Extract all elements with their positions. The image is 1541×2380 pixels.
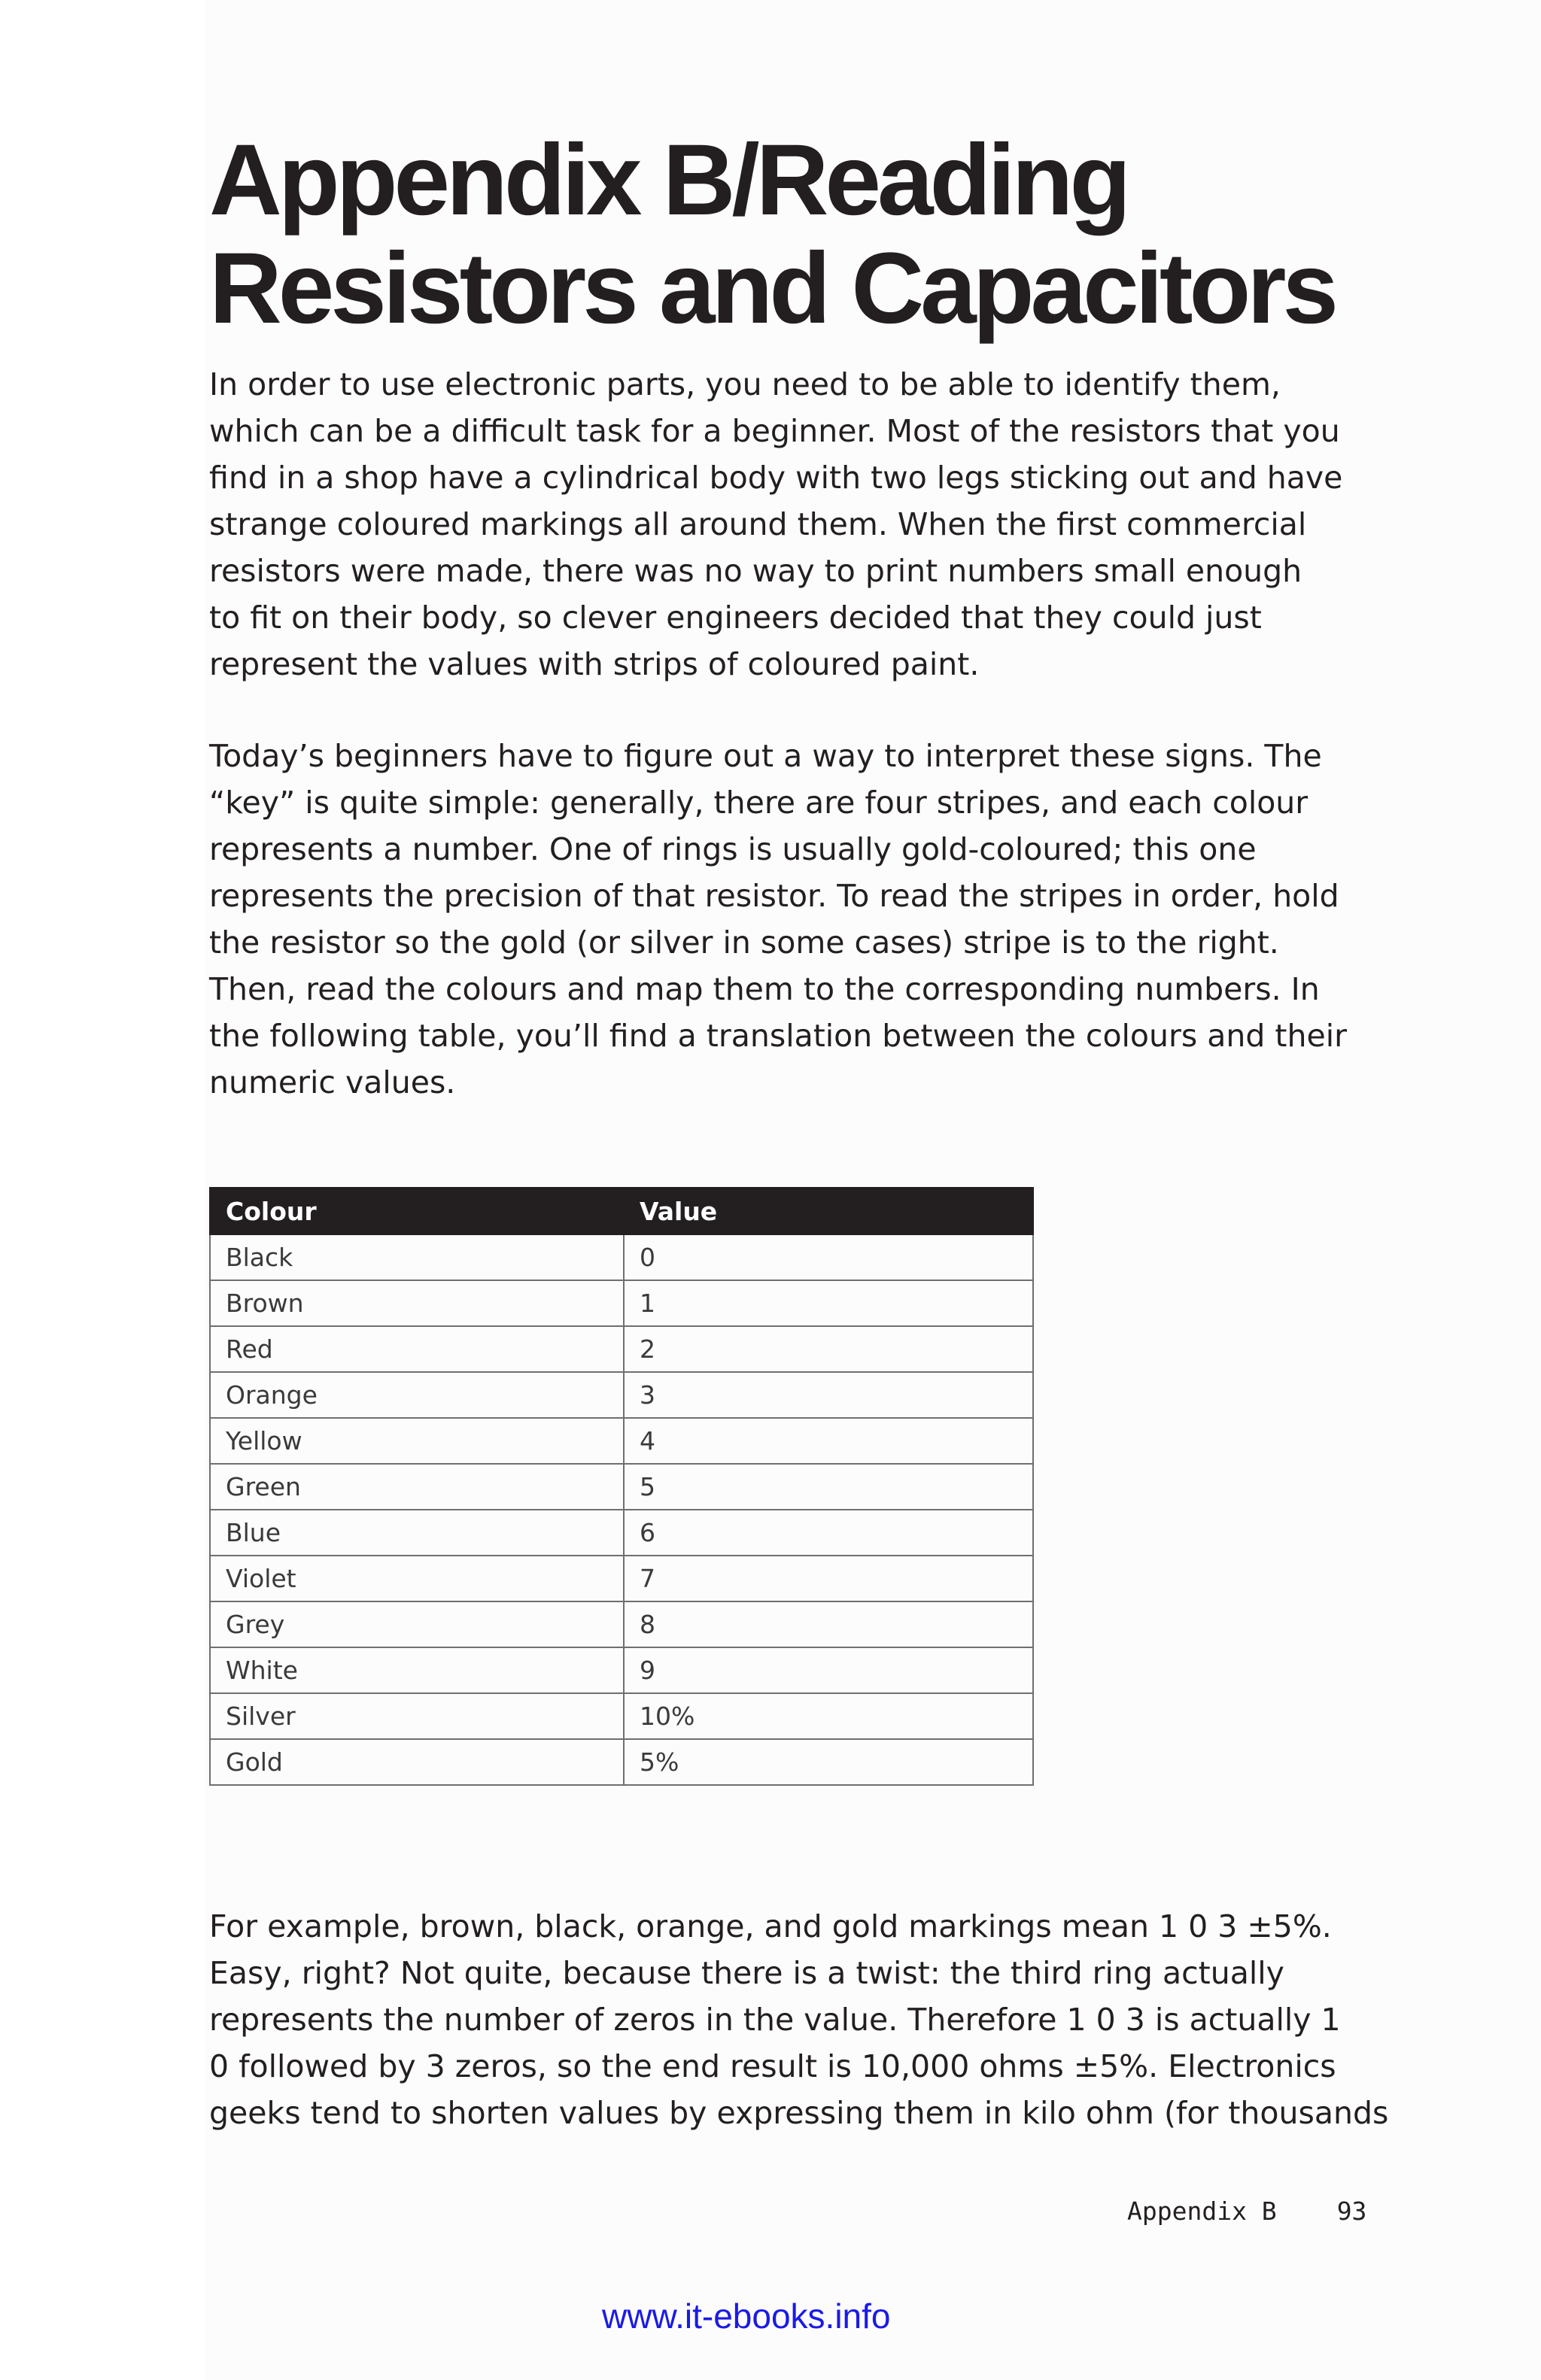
key-paragraph (209, 733, 1398, 1106)
text-line: represents the number of zeros in the value. Therefore 1 0 3 is actually 1 (209, 2002, 1341, 2038)
value-cell: 4 (624, 1418, 1033, 1464)
text-line: strange coloured markings all around them. When the first commercial (209, 506, 1307, 542)
colour-cell: Gold (210, 1739, 624, 1785)
value-cell: 8 (624, 1601, 1033, 1647)
value-cell: 3 (624, 1372, 1033, 1418)
text-line: geeks tend to shorten values by expressing them in kilo ohm (for thousands (209, 2095, 1389, 2131)
text-line: find in a shop have a cylindrical body with two legs sticking out and have (209, 460, 1343, 496)
colour-cell: Green (210, 1464, 624, 1510)
page-number: 93 (1336, 2196, 1367, 2226)
colour-cell: Grey (210, 1601, 624, 1647)
value-cell: 6 (624, 1510, 1033, 1556)
text-line: 0 followed by 3 zeros, so the end result is 10,000 ohms ±5%. Electronics (209, 2048, 1336, 2084)
colour-cell: Silver (210, 1693, 624, 1739)
colour-cell: Brown (210, 1280, 624, 1326)
table-row (210, 1739, 1033, 1785)
text-line: which can be a difficult task for a beginner. Most of the resistors that you (209, 413, 1340, 449)
value-cell: 2 (624, 1326, 1033, 1372)
colour-cell: Black (210, 1234, 624, 1280)
colour-cell: White (210, 1647, 624, 1693)
text-line: Easy, right? Not quite, because there is a twist: the third ring actually (209, 1955, 1284, 1991)
table-row (210, 1510, 1033, 1556)
text-line: resistors were made, there was no way to print numbers small enough (209, 553, 1302, 589)
watermark-link[interactable]: www.it-ebooks.info (602, 2297, 891, 2336)
table-row (210, 1693, 1033, 1739)
example-paragraph (209, 1903, 1398, 2136)
colour-cell: Blue (210, 1510, 624, 1556)
colour-cell: Red (210, 1326, 624, 1372)
text-line: represents a number. One of rings is usually gold-coloured; this one (209, 831, 1257, 867)
table-row (210, 1647, 1033, 1693)
table-row (210, 1372, 1033, 1418)
colour-value-table (209, 1187, 1034, 1786)
text-line: In order to use electronic parts, you need to be able to identify them, (209, 366, 1281, 402)
text-line: represent the values with strips of coloured paint. (209, 646, 980, 682)
colour-cell: Yellow (210, 1418, 624, 1464)
text-line: numeric values. (209, 1064, 456, 1100)
page-title (209, 126, 1413, 343)
table-row (210, 1556, 1033, 1601)
value-cell: 10% (624, 1693, 1033, 1739)
value-cell: 0 (624, 1234, 1033, 1280)
value-cell: 1 (624, 1280, 1033, 1326)
value-cell: 7 (624, 1556, 1033, 1601)
title-line: Resistors and Capacitors (209, 232, 1335, 345)
text-line: represents the precision of that resistor. To read the stripes in order, hold (209, 878, 1339, 914)
text-line: “key” is quite simple: generally, there are four stripes, and each colour (209, 785, 1308, 821)
text-line: the following table, you’ll find a translation between the colours and their (209, 1018, 1347, 1054)
footer-section-label: Appendix B (1127, 2196, 1277, 2226)
value-cell: 5 (624, 1464, 1033, 1510)
value-cell: 9 (624, 1647, 1033, 1693)
table-row (210, 1326, 1033, 1372)
text-line: For example, brown, black, orange, and gold markings mean 1 0 3 ±5%. (209, 1908, 1332, 1944)
table-header-row (210, 1188, 1033, 1234)
running-footer (1127, 2196, 1366, 2226)
value-cell: 5% (624, 1739, 1033, 1785)
table-row (210, 1418, 1033, 1464)
title-line: Appendix B/Reading (209, 124, 1128, 236)
intro-paragraph (209, 361, 1398, 688)
text-line: Today’s beginners have to figure out a way to interpret these signs. The (209, 738, 1322, 774)
column-header-value: Value (624, 1188, 1033, 1234)
table-row (210, 1601, 1033, 1647)
text-line: the resistor so the gold (or silver in some cases) stripe is to the right. (209, 924, 1279, 961)
column-header-colour: Colour (210, 1188, 624, 1234)
colour-cell: Orange (210, 1372, 624, 1418)
text-line: Then, read the colours and map them to the corresponding numbers. In (209, 971, 1320, 1007)
text-line: to fit on their body, so clever engineers decided that they could just (209, 600, 1262, 636)
colour-cell: Violet (210, 1556, 624, 1601)
table-row (210, 1464, 1033, 1510)
table-row (210, 1234, 1033, 1280)
table-row (210, 1280, 1033, 1326)
